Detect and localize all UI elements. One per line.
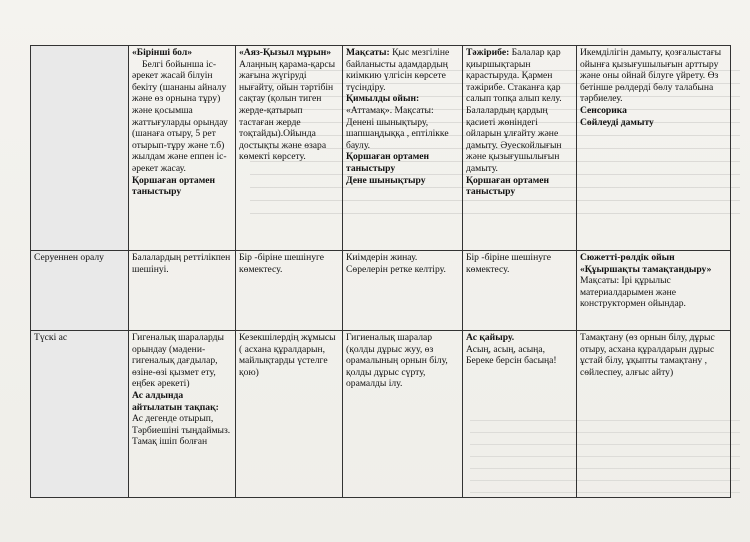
activity-cell: [463, 46, 577, 251]
cell-text: «Аттамақ». Мақсаты: Денені шынықтыру, шапшаңдыққа , ептілікке баулу.: [346, 104, 449, 151]
cell-text: Ас дегенде отырып, Тәрбиешіні тыңдаймыз. Тамақ ішіп болған: [132, 413, 231, 448]
activity-cell: [343, 251, 463, 331]
activity-cell: [129, 46, 236, 251]
activity-cell: [129, 331, 236, 498]
cell-text: Кезекшілердің жұмысы ( асхана құралдарын, майлықтарды үстелге қою): [239, 332, 336, 378]
cell-heading: Қимылды ойын:: [346, 93, 420, 105]
daily-plan-table: [30, 45, 731, 498]
cell-footer: Қоршаған ортамен таныстыру: [346, 151, 430, 174]
cell-text: Тамақтану (өз орнын білу, дұрыс отыру, асхана құралдарын дұрыс ұстай білу, ұқыпты тамақтану , сөйлеспеу, алғыс айту): [580, 332, 715, 378]
cell-text: Белгі бойынша іс-әрекет жасай білуін бекіту (шананы айналу және өз орнына тұру) және қосымша жаттығуларды орындау (шанаға отыру, 5 рет отырып-тұру және т.б) жылдам және еппен іс-әрекет жасау.: [132, 58, 228, 174]
cell-text: Асың, асың, асыңа, Береке берсін басыңа!: [466, 343, 557, 367]
cell-text: Мақсаты: Ірі құрылыс материалдарымен және конструктормен ойындар.: [580, 275, 686, 310]
activity-cell: [577, 251, 731, 331]
cell-text: Киімдерін жинау. Сөрелерін ретке келтіру.: [346, 252, 446, 275]
cell-heading: Сюжетті-рөлдік ойын «Құыршақты тамақтандыру»: [580, 252, 712, 275]
cell-text: Алаңның қарама-қарсы жағына жүгіруді нығайту, ойын тәртібін сақтау (қолын тиген жерде-қатырып тастаған жерде тоқтайды).Ойында достықты және өзара көмекті көрсету.: [239, 58, 336, 163]
cell-footer: Қоршаған ортамен таныстыру: [466, 174, 550, 198]
row-label: Түскі ас: [31, 331, 129, 498]
activity-cell: [343, 331, 463, 498]
activity-cell: [236, 251, 343, 331]
cell-text: Гигеналық шараларды орындау (мәдени-гигеналық дағдылар, өзіне-өзі қызмет ету, еңбек әрекеті): [132, 332, 224, 390]
activity-cell: [129, 251, 236, 331]
cell-text: Балалардың реттілікпен шешінуі.: [132, 252, 231, 275]
table-row: [31, 331, 731, 498]
cell-heading: Ас алдында айтылатын тақпақ:: [132, 389, 219, 413]
activity-cell: [236, 46, 343, 251]
cell-text: Бір -біріне шешінуге көмектесу.: [466, 252, 552, 275]
row-label: Серуеннен оралу: [31, 251, 129, 331]
cell-text: Балалар қар қиыршықтарын қарастыруда. Қармен тәжірибе. Стаканға қар салып топқа алып келу. Балалардың қардың қасиеті жөніндегі ойларын ұлғайту және дамыту. Әуескойлығын және қызығушылығын дамыту.: [466, 47, 562, 174]
cell-footer: Дене шынықтыру: [346, 174, 426, 186]
activity-cell: [343, 46, 463, 251]
table-row: [31, 46, 731, 251]
game-title: «Бірінші бол»: [132, 47, 193, 58]
cell-footer: Қоршаған ортамен таныстыру: [132, 174, 216, 198]
cell-text: Қыс мезгіліне байланысты адамдардың киімкию үлгісін көрсете түсіндіру.: [346, 47, 450, 93]
cell-heading: Ас қайыру.: [466, 332, 515, 343]
activity-cell: [577, 331, 731, 498]
cell-footer: Сөйлеуді дамыту: [580, 116, 654, 128]
table-row: [31, 251, 731, 331]
cell-text: Икемділігін дамыту, қозғалыстағы ойынға қызығушылығын арттыру және оны ойнай білуге үйрету. Өз бетінше рөлдерді бөлу талабына тәрбиелеу.: [580, 47, 722, 105]
game-title: «Аяз-Қызыл мұрын»: [239, 47, 332, 58]
activity-cell: [463, 251, 577, 331]
activity-cell: [463, 331, 577, 498]
cell-heading: Мақсаты:: [346, 47, 390, 58]
cell-heading: Тәжірибе:: [466, 47, 510, 58]
activity-cell: [236, 331, 343, 498]
cell-text: Бір -біріне шешінуге көмектесу.: [239, 252, 325, 275]
row-label: [31, 46, 129, 251]
cell-footer: Сенсорика: [580, 104, 627, 116]
activity-cell: [577, 46, 731, 251]
cell-text: Гигиеналық шаралар (қолды дұрыс жуу, өз орамалының орнын білу, қолды дұрыс сүрту, орамалды ілу.: [346, 332, 448, 390]
